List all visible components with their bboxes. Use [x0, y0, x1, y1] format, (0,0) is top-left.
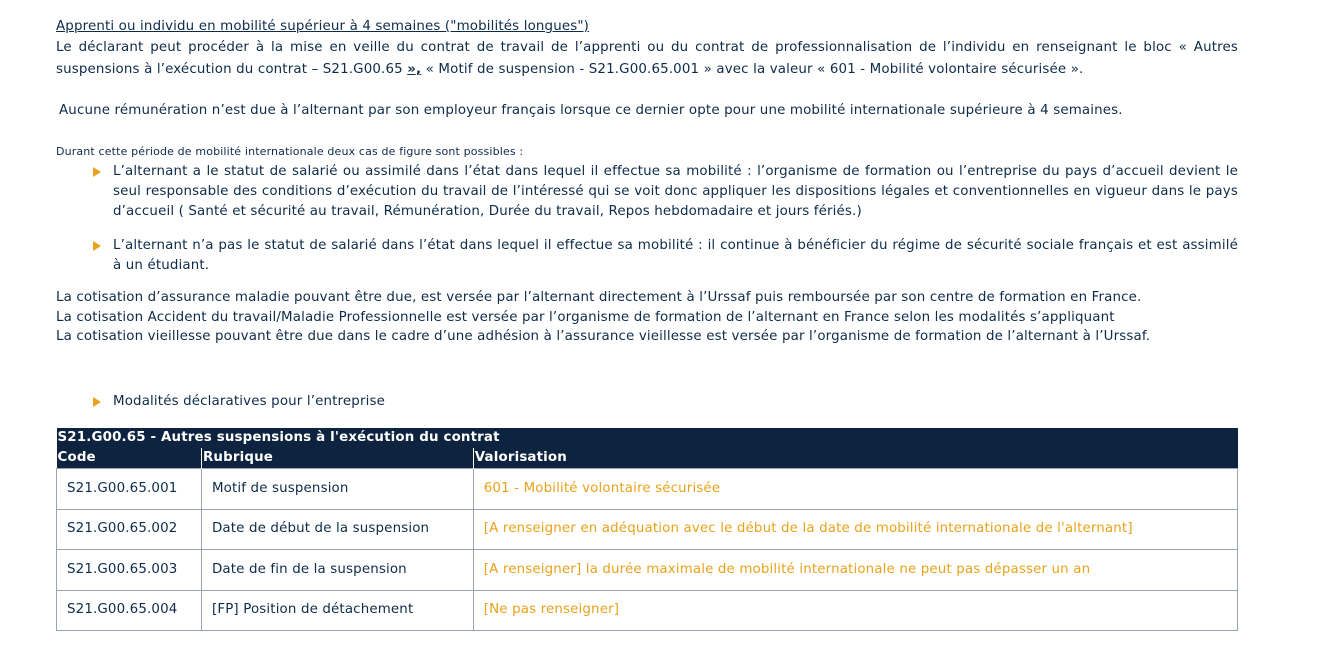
modalites-text: Modalités déclaratives pour l’entreprise [113, 393, 386, 409]
document-body [56, 16, 1238, 412]
dsn-table [56, 428, 1238, 631]
case-text: L’alternant n’a pas le statut de salarié dans l’état dans lequel il effectue sa mobilité : il continue à bénéficier du régime de sécurité sociale français et est assimilé à un étudiant. [113, 238, 1238, 273]
cell-rubrique: Date de fin de la suspension [201, 550, 473, 591]
table-row [57, 469, 1238, 510]
table-caption-row [57, 428, 1238, 448]
table-row [57, 590, 1238, 631]
cell-code: S21.G00.65.003 [57, 550, 202, 591]
table-header-row [57, 448, 1238, 469]
paragraph-suspension-underlined: », [407, 62, 422, 77]
section-title: Apprenti ou individu en mobilité supérieur à 4 semaines ("mobilités longues") [56, 19, 590, 34]
cell-valorisation: 601 - Mobilité volontaire sécurisée [473, 469, 1237, 510]
cell-rubrique: [FP] Position de détachement [201, 590, 473, 631]
cotisations-block [56, 288, 1238, 347]
table-row [57, 550, 1238, 591]
modalites-heading [56, 392, 1238, 412]
triangle-bullet-icon [93, 241, 101, 251]
cell-code: S21.G00.65.001 [57, 469, 202, 510]
paragraph-suspension [56, 37, 1238, 81]
triangle-bullet-icon [93, 397, 101, 407]
case-text: L’alternant a le statut de salarié ou assimilé dans l’état dans lequel il effectue sa mobilité : l’organisme de formation ou l’entreprise du pays d’accueil devient le seul responsable des conditions d’exécution du travail de l’intéressé qui se voit donc appliquer les dispositions légales et conventionnelles en vigueur dans le pays d’accueil ( Santé et sécurité au travail, Rémunération, Durée du travail, Repos hebdomadaire et jours fériés.) [113, 164, 1238, 219]
cell-rubrique: Date de début de la suspension [201, 509, 473, 550]
table-caption: S21.G00.65 - Autres suspensions à l'exécution du contrat [57, 428, 1238, 448]
header-code: Code [57, 448, 202, 469]
cotisation-vieillesse: La cotisation vieillesse pouvant être due dans le cadre d’une adhésion à l’assurance vieillesse est versée par l’organisme de formation de l’alternant à l’Urssaf. [56, 329, 1151, 344]
paragraph-suspension-part2: « Motif de suspension - S21.G00.65.001 » avec la valeur « 601 - Mobilité volontaire sécurisée ». [421, 62, 1084, 77]
cell-rubrique: Motif de suspension [201, 469, 473, 510]
cell-code: S21.G00.65.002 [57, 509, 202, 550]
header-rubrique: Rubrique [201, 448, 473, 469]
cotisation-maladie: La cotisation d’assurance maladie pouvant être due, est versée par l’alternant directement à l’Urssaf puis remboursée par son centre de formation en France. [56, 290, 1142, 305]
cell-valorisation: [Ne pas renseigner] [473, 590, 1237, 631]
cell-valorisation: [A renseigner] la durée maximale de mobilité internationale ne peut pas dépasser un an [473, 550, 1237, 591]
triangle-bullet-icon [93, 167, 101, 177]
cell-valorisation: [A renseigner en adéquation avec le début de la date de mobilité internationale de l'alternant] [473, 509, 1237, 550]
list-item [56, 236, 1238, 276]
paragraph-suspension-part1: Le déclarant peut procéder à la mise en veille du contrat de travail de l’apprenti ou du contrat de professionnalisation de l’individu en renseignant le bloc « Autres suspensions à l’exécution du contrat – S21.G00.65 [56, 40, 1238, 77]
paragraph-no-remuneration: Aucune rémunération n’est due à l’alternant par son employeur français lorsque ce dernier opte pour une mobilité internationale supérieure à 4 semaines. [59, 103, 1123, 118]
header-valorisation: Valorisation [473, 448, 1237, 469]
list-item [56, 162, 1238, 222]
cell-code: S21.G00.65.004 [57, 590, 202, 631]
cases-list [56, 162, 1238, 276]
cases-intro: Durant cette période de mobilité internationale deux cas de figure sont possibles : [56, 145, 524, 158]
cotisation-at-mp: La cotisation Accident du travail/Maladie Professionnelle est versée par l’organisme de formation de l’alternant en France selon les modalités s’appliquant [56, 309, 1115, 325]
table-row [57, 509, 1238, 550]
